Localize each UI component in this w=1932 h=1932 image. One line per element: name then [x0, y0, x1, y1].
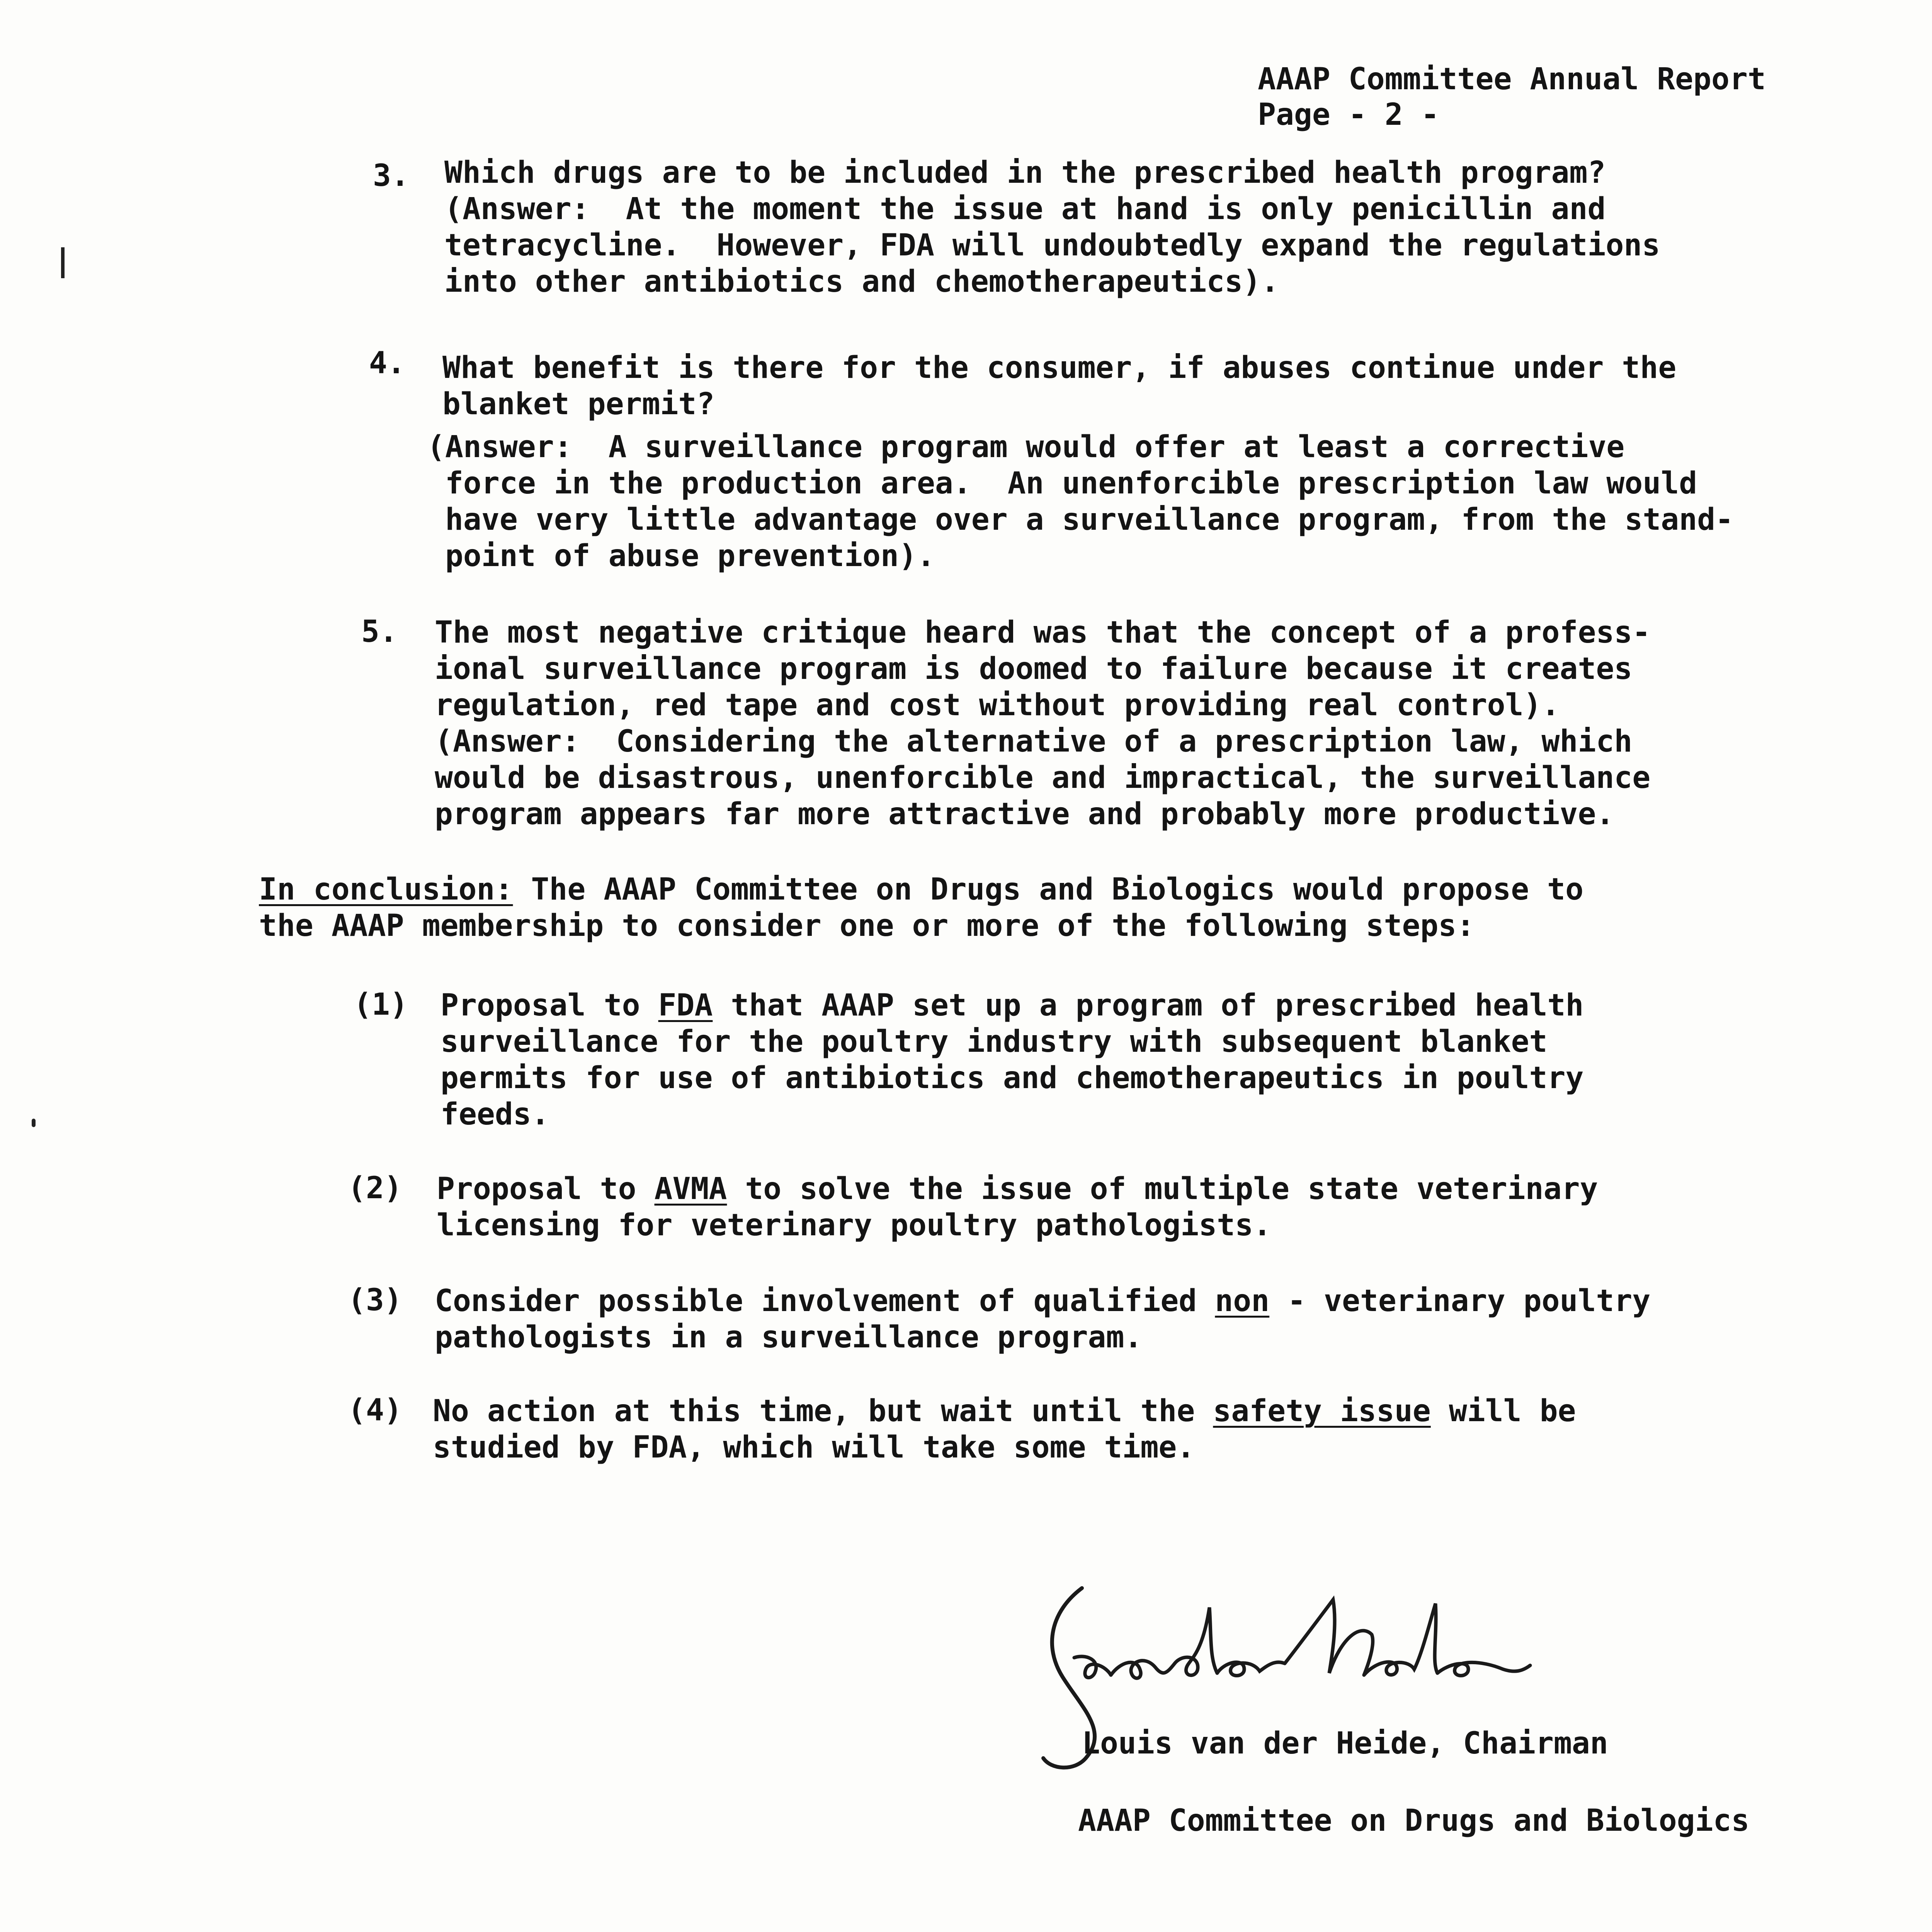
text-line: licensing for veterinary poultry pathologists. — [437, 1208, 1272, 1243]
text-line: (Answer: At the moment the issue at hand is only penicillin and — [444, 192, 1606, 226]
text-line: Which drugs are to be included in the prescribed health program? — [444, 155, 1606, 190]
conclusion — [259, 871, 1583, 944]
item-3-text — [444, 155, 1660, 300]
text-line: would be disastrous, unenforcible and impractical, the surveillance — [435, 760, 1651, 795]
item-4-question — [442, 350, 1676, 422]
text-line: studied by FDA, which will take some time. — [433, 1430, 1195, 1465]
step-4-text: No action at this time, but wait until the safety issue will be studied by FDA, which will take some time. — [433, 1394, 1576, 1465]
text-line: (Answer: Considering the alternative of a prescription law, which — [435, 724, 1633, 759]
underlined-term: non — [1215, 1284, 1270, 1318]
text-line: ional surveillance program is doomed to failure because it creates — [435, 651, 1633, 686]
signatory-name: Louis van der Heide, Chairman — [1082, 1726, 1608, 1761]
text-line: The most negative critique heard was that the concept of a profess- — [435, 615, 1651, 650]
text-line: tetracycline. However, FDA will undoubtedly expand the regulations — [444, 228, 1660, 263]
step-3-text: Consider possible involvement of qualified non - veterinary poultry pathologists in a surveillance program. — [435, 1284, 1651, 1355]
item-number: 4. — [369, 346, 405, 381]
step-number: (4) — [348, 1393, 402, 1428]
report-title: AAAP Committee Annual Report — [1258, 62, 1766, 97]
item-5-text — [435, 614, 1650, 832]
margin-mark — [61, 247, 65, 278]
text-line: permits for use of antibiotics and chemotherapeutics in poultry — [440, 1061, 1584, 1095]
step-number: (2) — [348, 1171, 402, 1206]
text-line: (Answer: A surveillance program would offer at least a corrective — [427, 430, 1625, 464]
text-line: program appears far more attractive and probably more productive. — [435, 797, 1614, 832]
step-1-text: Proposal to FDA that AAAP set up a program of prescribed health surveillance for the poultry industry with subsequent blanket permits for use of antibiotics and chemotherapeutics in poultry feeds. — [440, 988, 1584, 1132]
item-4-answer — [427, 429, 1733, 574]
item-number: 3. — [373, 158, 409, 193]
text-line: regulation, red tape and cost without providing real control). — [435, 688, 1560, 723]
item-number: 5. — [361, 614, 398, 649]
step-2-text: Proposal to AVMA to solve the issue of multiple state veterinary licensing for veterinary poultry pathologists. — [437, 1172, 1598, 1243]
text-line: have very little advantage over a surveillance program, from the stand- — [427, 502, 1734, 537]
text-line: point of abuse prevention). — [427, 539, 935, 573]
conclusion-lead: In conclusion: — [259, 872, 513, 907]
page-number: Page - 2 - — [1258, 97, 1439, 132]
underlined-term: AVMA — [654, 1172, 727, 1206]
underlined-term: safety issue — [1213, 1394, 1431, 1429]
text-line: force in the production area. An unenforcible prescription law would — [427, 466, 1697, 501]
conclusion-line-2: the AAAP membership to consider one or more of the following steps: — [259, 908, 1475, 943]
text-line: into other antibiotics and chemotherapeutics). — [444, 264, 1279, 299]
text-line: pathologists in a surveillance program. — [435, 1320, 1143, 1355]
text-line: What benefit is there for the consumer, if abuses continue under the — [442, 350, 1677, 385]
underlined-term: FDA — [658, 988, 713, 1023]
signatory-committee: AAAP Committee on Drugs and Biologics — [1078, 1803, 1750, 1838]
text-line: blanket permit? — [442, 387, 715, 422]
step-number: (3) — [348, 1283, 402, 1318]
step-number: (1) — [354, 987, 408, 1022]
margin-dot — [32, 1119, 36, 1127]
text-line: feeds. — [440, 1097, 549, 1132]
conclusion-line-1: The AAAP Committee on Drugs and Biologics would propose to — [513, 872, 1584, 907]
text-line: surveillance for the poultry industry with subsequent blanket — [440, 1024, 1548, 1059]
